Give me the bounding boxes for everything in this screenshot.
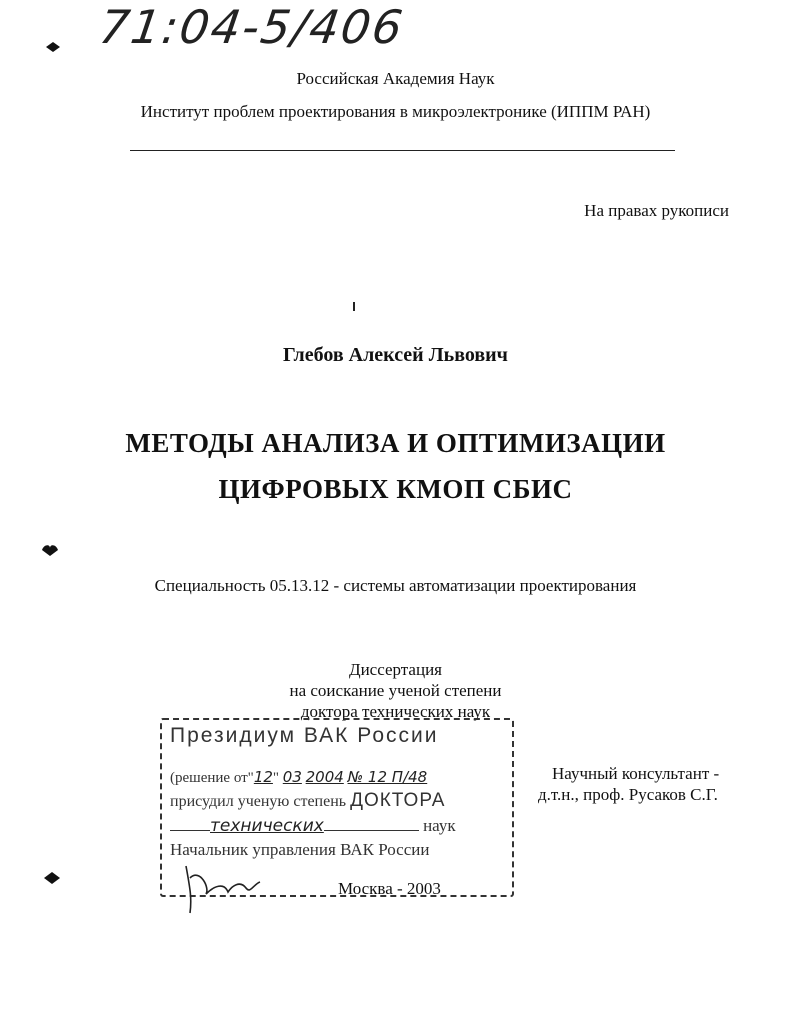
scan-mark-icon [42,870,62,886]
dissertation-purpose: на соискание ученой степени [289,681,502,700]
institute-name: Институт проблем проектирования в микроэлектронике (ИППМ РАН) [140,102,651,121]
stamp-awarded [170,790,445,812]
stamp-head: Начальник управления ВАК России [170,840,430,859]
scan-mark-icon [44,40,62,54]
signature-icon [180,858,270,918]
specialty-line: Специальность 05.13.12 - системы автоматизации проектирования [154,576,637,595]
header-divider [130,150,675,151]
scan-mark-icon [40,542,60,558]
scan-speck [353,302,355,311]
handwritten-archive-code: 71:04-5/406 [96,0,408,54]
academy-name: Российская Академия Наук [296,69,495,88]
stamp-awarded-text: присудил ученую степень [170,793,347,810]
manuscript-note: На правах рукописи [584,201,729,220]
author-name: Глебов Алексей Львович [283,344,508,366]
thesis-title-line-2: ЦИФРОВЫХ КМОП СБИС [218,474,573,504]
stamp-degree: ДОКТОРА [350,790,446,811]
stamp-decision [170,768,427,787]
stamp-decision-number: № 12 П/48 [347,768,428,786]
stamp-decision-prefix: (решение от" [170,770,254,786]
stamp-field-value: технических [210,816,324,836]
vak-approval-stamp [160,718,514,897]
stamp-field [170,816,456,836]
stamp-decision-sep: " [272,770,280,786]
stamp-decision-year: 2004 [305,768,344,786]
dissertation-degree: доктора технических наук [300,702,491,721]
stamp-decision-month: 03 [282,768,302,786]
dissertation-label: Диссертация [348,660,442,679]
thesis-title-line-1: МЕТОДЫ АНАЛИЗА И ОПТИМИЗАЦИИ [125,428,666,458]
stamp-title: Президиум ВАК России [170,724,439,747]
city-year: Москва - 2003 [338,879,441,898]
stamp-decision-day: 12 [253,768,273,786]
consultant-name: д.т.н., проф. Русаков С.Г. [538,785,718,804]
stamp-field-suffix: наук [423,816,456,835]
consultant-label: Научный консультант - [552,764,720,783]
